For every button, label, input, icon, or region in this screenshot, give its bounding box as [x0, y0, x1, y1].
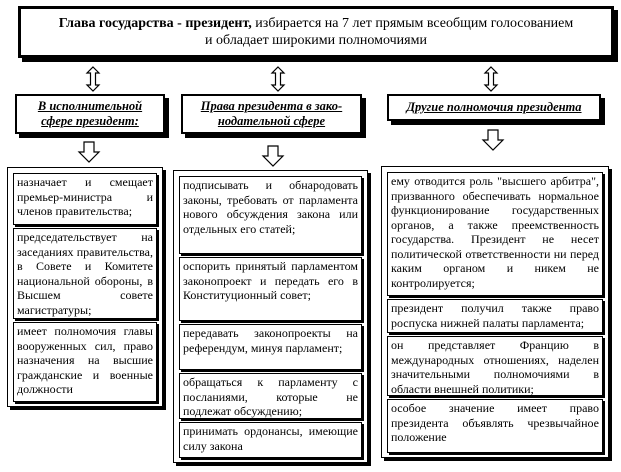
down-arrow-icon-left [79, 142, 99, 162]
other-item-4: особое значение имеет право президента объявлять чрезвычайное положение [387, 399, 603, 453]
other-powers-panel [381, 166, 609, 458]
head-of-state-text: избирается на 7 лет прямым всеобщим голосованием [251, 16, 574, 31]
heading-legislative-line1: Права президента в зако- [200, 99, 343, 113]
head-of-state-line1 [21, 15, 611, 32]
down-arrow-icon-center [263, 146, 283, 166]
legislative-item-4: обращаться к парламенту с посланиями, которые не подлежат обсуждению; [179, 373, 362, 419]
double-arrow-icon-center [271, 67, 285, 91]
heading-legislative [181, 94, 362, 134]
heading-other [387, 94, 601, 121]
head-of-state-box [18, 6, 614, 58]
double-arrow-icon-left [86, 67, 100, 91]
legislative-panel [173, 170, 368, 463]
down-arrow-icon-right [483, 130, 503, 150]
other-item-3: он представляет Францию в международных отношениях, наделен значительными полномочиями в области внешней политики; [387, 336, 603, 396]
other-item-1: ему отводится роль "высшего арбитра", призванного обеспечивать нормальное функционирование государственных органов, а также преемственность государства. Президент не несет политической ответственности ни перед каким органом и никем не контролируется; [387, 172, 603, 296]
heading-other-line1: Другие полномочия президента [406, 100, 582, 114]
heading-legislative-line2: нодательной сфере [217, 114, 326, 128]
heading-executive-line1: В исполнительной [37, 99, 143, 113]
executive-panel [7, 167, 163, 407]
executive-item-3: имеет полномочия главы вооруженных сил, право назначения на высшие гражданские и военные должности [13, 322, 157, 402]
head-of-state-line2: и обладает широкими полномочиями [205, 33, 427, 48]
head-of-state-title: Глава государства - президент, [58, 16, 252, 31]
legislative-item-1: подписывать и обнародовать законы, требовать от парламента нового обсуждения закона или отдельных его статей; [179, 176, 362, 254]
executive-item-2: председательствует на заседаниях правительства, в Совете и Комитете национальной обороны, в Высшем совете магистратуры; [13, 228, 157, 319]
heading-executive [15, 94, 165, 134]
legislative-item-3: передавать законопроекты на референдум, минуя парламент; [179, 324, 362, 370]
other-item-2: президент получил также право роспуска нижней палаты парламента; [387, 299, 603, 333]
legislative-item-5: принимать ордонансы, имеющие силу закона [179, 422, 362, 458]
executive-item-1: назначает и смещает премьер-министра и членов правительства; [13, 173, 157, 225]
double-arrow-icon-right [484, 67, 498, 91]
legislative-item-2: оспорить принятый парламентом законопроект и передать его в Конституционный совет; [179, 257, 362, 321]
heading-executive-line2: сфере президент: [41, 114, 139, 128]
